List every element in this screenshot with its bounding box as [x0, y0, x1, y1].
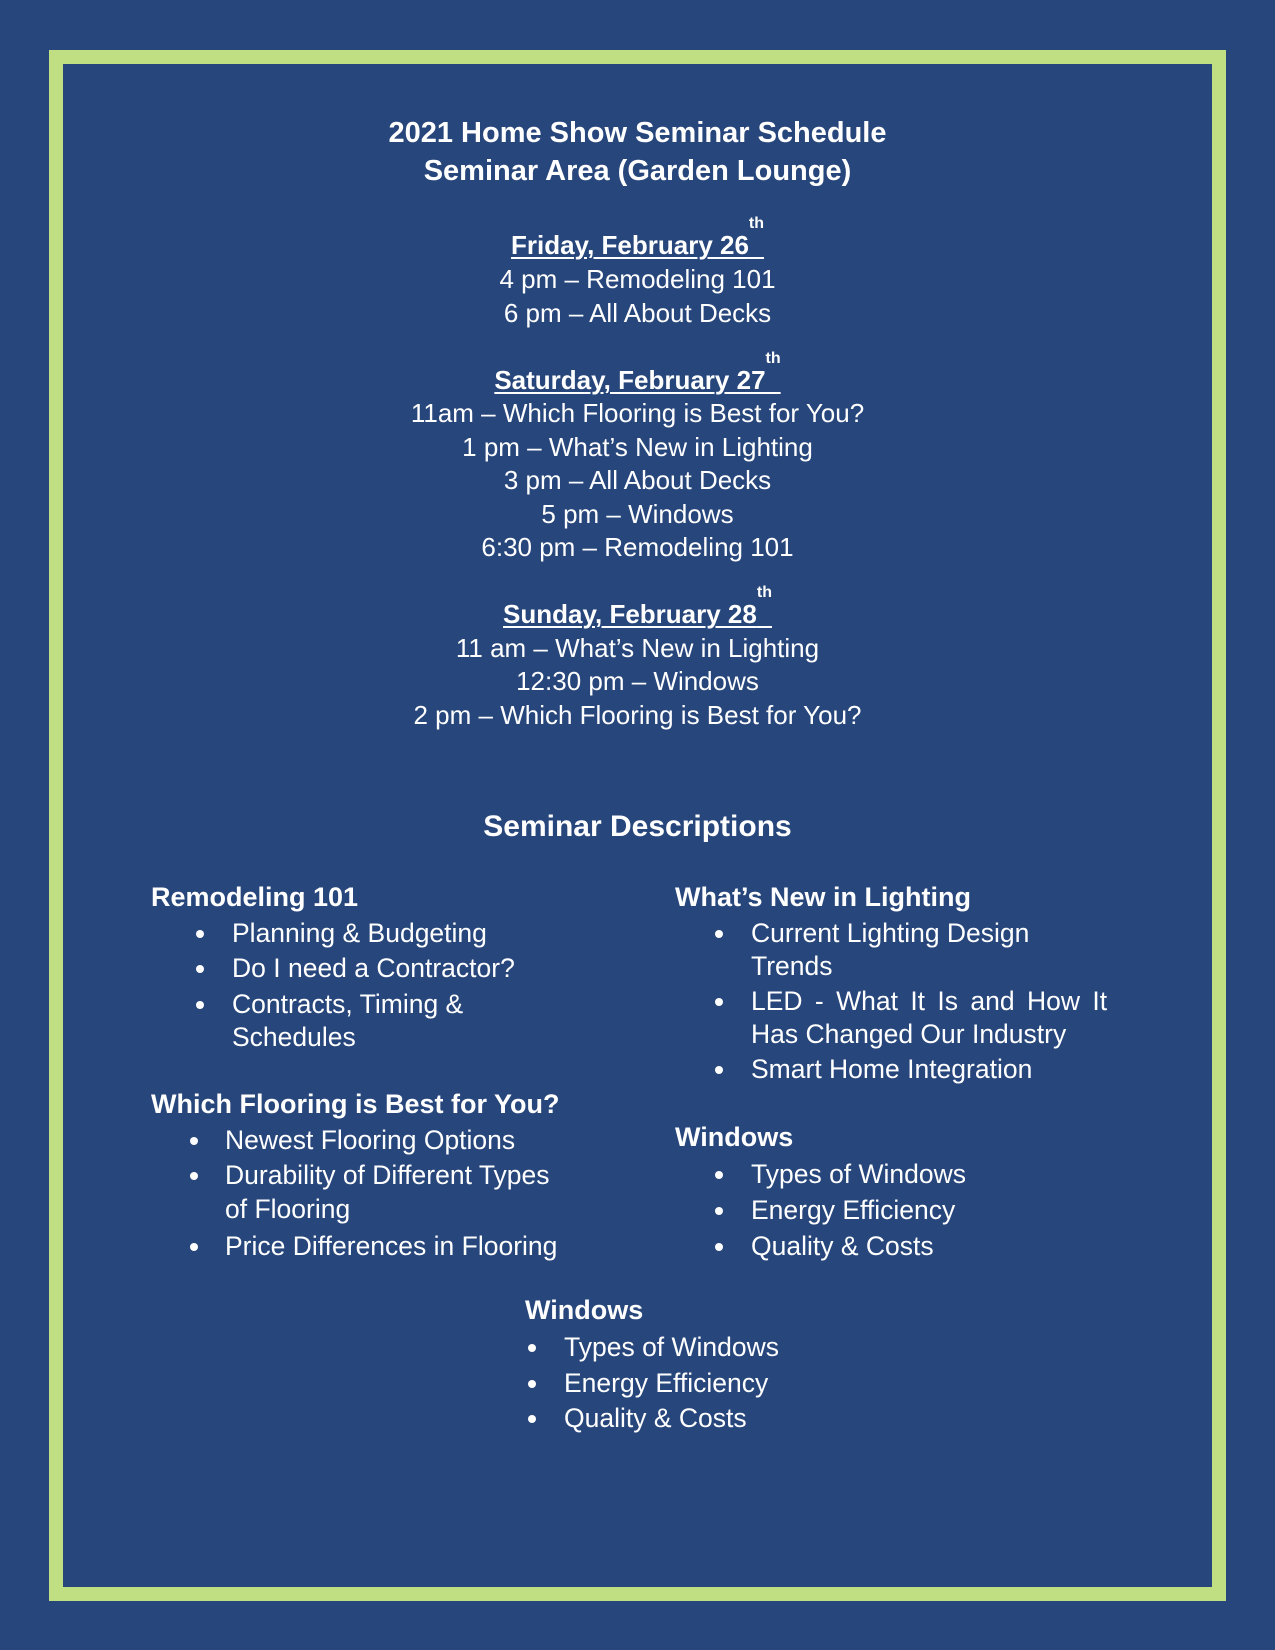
bullet-icon: [715, 1207, 723, 1215]
list-item: Smart Home Integration: [751, 1054, 1033, 1084]
list-item: Price Differences in Flooring: [225, 1231, 558, 1261]
session-item: 4 pm – Remodeling 101: [499, 264, 776, 294]
bullet-icon: [528, 1344, 536, 1352]
windows-title: Windows: [675, 1122, 794, 1152]
list-item: Planning & Budgeting: [232, 918, 487, 948]
session-item: 6:30 pm – Remodeling 101: [481, 532, 794, 562]
list-item: Durability of Different Types: [225, 1160, 550, 1190]
session-item: 11am – Which Flooring is Best for You?: [410, 398, 865, 428]
session-item: 6 pm – All About Decks: [503, 298, 772, 328]
lighting-title: What’s New in Lighting: [675, 882, 971, 912]
bullet-icon: [528, 1380, 536, 1388]
bullet-icon: [715, 1171, 723, 1179]
session-item: 2 pm – Which Flooring is Best for You?: [413, 700, 862, 730]
session-item: 1 pm – What’s New in Lighting: [462, 432, 813, 462]
bullet-icon: [715, 1066, 723, 1074]
session-item: 5 pm – Windows: [541, 499, 734, 529]
list-item: Types of Windows: [751, 1159, 967, 1189]
windows-bottom-title: Windows: [525, 1295, 644, 1325]
descriptions-heading: Seminar Descriptions: [483, 810, 792, 843]
day-heading-sunday: Sunday, February 28th: [503, 584, 772, 629]
remodeling-title: Remodeling 101: [151, 882, 359, 912]
list-item: Contracts, Timing &: [232, 989, 464, 1019]
page-subtitle: Seminar Area (Garden Lounge): [423, 155, 852, 187]
session-item: 11 am – What’s New in Lighting: [455, 633, 820, 663]
page-title: 2021 Home Show Seminar Schedule: [388, 117, 887, 149]
list-item: Types of Windows: [564, 1332, 780, 1362]
flooring-title: Which Flooring is Best for You?: [151, 1089, 560, 1119]
list-item: Energy Efficiency: [564, 1368, 769, 1398]
day-heading-friday: Friday, February 26th: [510, 215, 765, 260]
bullet-icon: [528, 1415, 536, 1423]
list-item: Do I need a Contractor?: [232, 953, 515, 983]
bullet-icon: [715, 930, 723, 938]
list-item: Quality & Costs: [751, 1231, 934, 1261]
bullet-icon: [190, 1172, 198, 1180]
list-item: LED - What It Is and How It: [751, 986, 1108, 1016]
list-item-continuation: Schedules: [232, 1022, 356, 1052]
list-item-continuation: Has Changed Our Industry: [751, 1019, 1067, 1049]
bullet-icon: [715, 998, 723, 1006]
list-item: Newest Flooring Options: [225, 1125, 516, 1155]
bullet-icon: [715, 1243, 723, 1251]
list-item: Energy Efficiency: [751, 1195, 956, 1225]
list-item: Quality & Costs: [564, 1403, 747, 1433]
session-item: 3 pm – All About Decks: [503, 465, 772, 495]
list-item-continuation: of Flooring: [225, 1194, 351, 1224]
day-heading-saturday: Saturday, February 27th: [494, 350, 781, 395]
list-item-continuation: Trends: [751, 951, 833, 981]
bullet-icon: [196, 1001, 204, 1009]
bullet-icon: [196, 930, 204, 938]
bullet-icon: [190, 1137, 198, 1145]
list-item: Current Lighting Design: [751, 918, 1030, 948]
bullet-icon: [196, 965, 204, 973]
bullet-icon: [190, 1243, 198, 1251]
session-item: 12:30 pm – Windows: [516, 666, 759, 696]
